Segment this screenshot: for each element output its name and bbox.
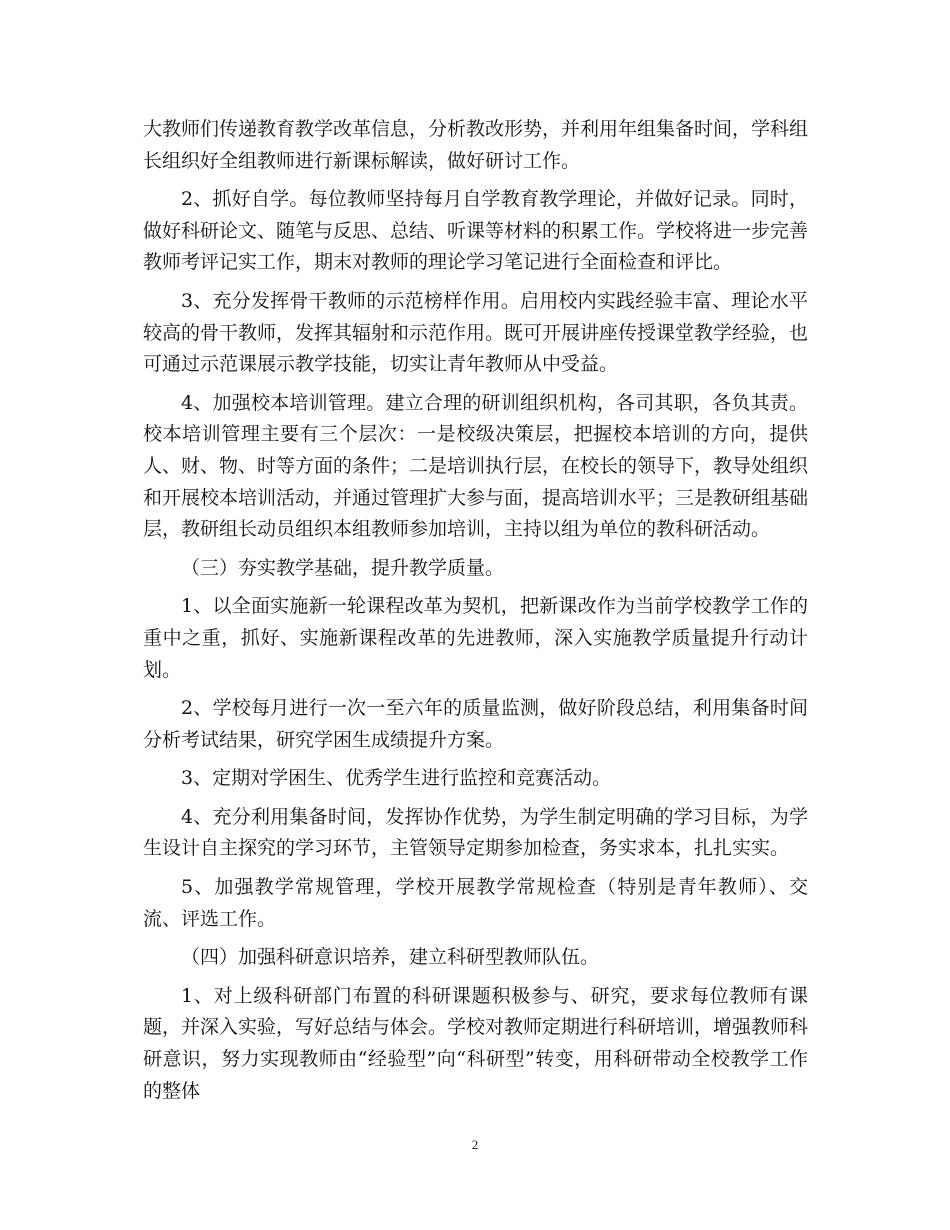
paragraph-4: 4、加强校本培训管理。建立合理的研训组织机构，各司其职，各负其责。校本培训管理主要有三个层次：一是校级决策层，把握校本培训的方向，提供人、财、物、时等方面的条件；二是培训执行层，在校长的领导下，教导处组织和开展校本培训活动，并通过管理扩大参与面，提高培训水平；三是教研组基础层，教研组长动员组织本组教师参加培训，主持以组为单位的教科研活动。 [143,391,809,541]
section-heading-3: （三）夯实教学基础，提升教学质量。 [181,556,505,579]
paragraph-6: 1、以全面实施新一轮课程改革为契机，把新课改作为当前学校教学工作的重中之重，抓好、实施新课程改革的先进教师，深入实施教学质量提升行动计划。 [143,595,808,681]
paragraph-1: 大教师们传递教育教学改革信息，分析教改形势，并利用年组集备时间，学科组长组织好全组教师进行新课标解读，做好研讨工作。 [143,118,809,172]
section-heading-4: （四）加强科研意识培养，建立科研型教师队伍。 [181,946,600,969]
paragraph-9: 4、充分利用集备时间，发挥协作优势，为学生制定明确的学习目标，为学生设计自主探究的学习环节，主管领导定期参加检查，务实求本，扎扎实实。 [143,805,808,860]
paragraph-2: 2、抓好自学。每位教师坚持每月自学教育教学理论，并做好记录。同时，做好科研论文、随笔与反思、总结、听课等材料的积累工作。学校将进一步完善教师考评记实工作，期末对教师的理论学习笔记进行全面检查和评比。 [143,188,809,274]
paragraph-7: 2、学校每月进行一次一至六年的质量监测，做好阶段总结，利用集备时间分析考试结果，研究学困生成绩提升方案。 [143,697,808,751]
paragraph-3: 3、充分发挥骨干教师的示范榜样作用。启用校内实践经验丰富、理论水平较高的骨干教师，发挥其辐射和示范作用。既可开展讲座传授课堂教学经验，也可通过示范课展示教学技能，切实让青年教师从中受益。 [143,289,809,376]
document-body [143,114,808,1114]
paragraph-8: 3、定期对学困生、优秀学生进行监控和竞赛活动。 [181,767,612,790]
paragraph-12: 1、对上级科研部门布置的科研课题积极参与、研究，要求每位教师有课题，并深入实验，写好总结与体会。学校对教师定期进行科研培训，增强教师科研意识，努力实现教师由“经验型”向“科研型”转变，用科研带动全校教学工作的整体 [143,984,809,1102]
page-number: 2 [471,1137,479,1152]
paragraph-10: 5、加强教学常规管理，学校开展教学常规检查（特别是青年教师）、交流、评选工作。 [143,876,808,930]
